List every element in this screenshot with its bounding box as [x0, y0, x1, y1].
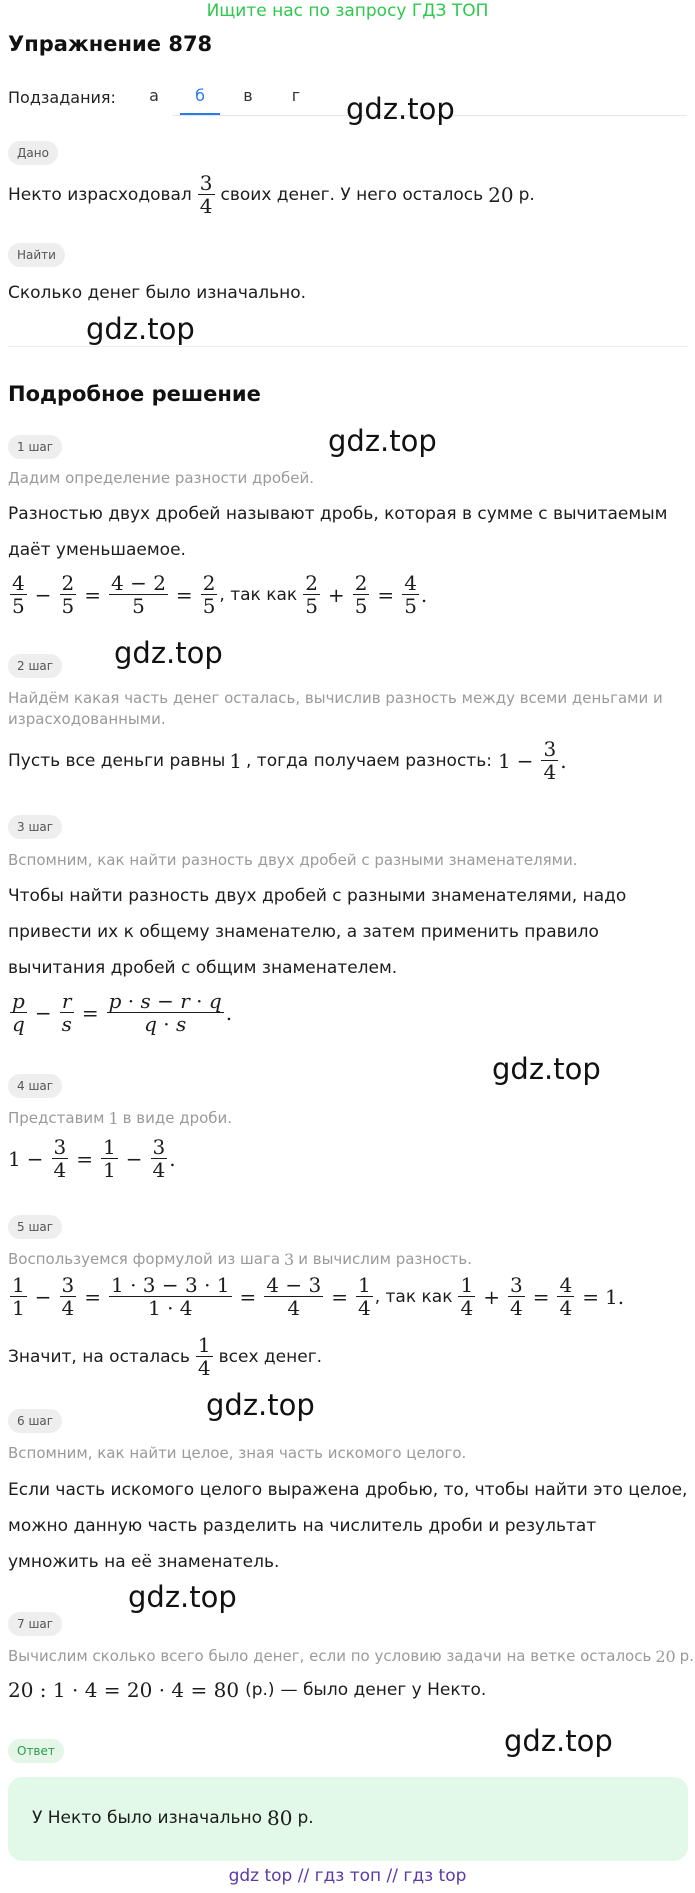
- step-1-formula-text: , так как: [219, 584, 298, 605]
- step-7-unit: (р.): [245, 1680, 275, 1700]
- answer-text-after: р.: [297, 1808, 314, 1828]
- given-chip: Дано: [8, 141, 58, 165]
- step-6-chip: 6 шаг: [8, 1409, 62, 1433]
- step-7-chip: 7 шаг: [8, 1612, 62, 1636]
- step-3-text: Чтобы найти разность двух дробей с разными знаменателями, надо привести их к общему знаменателю, а затем применить правило вычитания дробей с общим знаменателем.: [8, 886, 627, 978]
- subtasks-label: Подзадания:: [8, 88, 116, 107]
- step-1-text: Разностью двух дробей называют дробь, которая в сумме с вычитаемым даёт уменьшаемое.: [8, 504, 668, 560]
- answer-text: [32, 1806, 314, 1830]
- step-1-hint: Дадим определение разности дробей.: [8, 469, 315, 487]
- answer-chip: Ответ: [8, 1739, 64, 1763]
- given-text-mid: своих денег. У него осталось: [220, 184, 484, 205]
- step-5-hint-before: Воспользуемся формулой из шага: [8, 1250, 281, 1268]
- step-5-hint-after: и вычислим разность.: [298, 1250, 472, 1268]
- watermark-3: gdz.top: [328, 424, 437, 458]
- step-2-hint: Найдём какая часть денег осталась, вычислив разность между всеми деньгами и израсходованными.: [8, 689, 663, 728]
- given-fraction: [198, 172, 215, 217]
- given-text-before: Некто израсходовал: [8, 184, 192, 205]
- step-5-formula: $\frac{1}{1}$ − $\frac{3}{4}$ = $\frac{1 \cdot 3 - 3 \cdot 1}{1 \cdot 4}$ = $\frac{4 - 3}{4}$ = $\frac{1}{4}$ , так как $\frac{1}{4}$ + $\frac{3}{4}$ = $\frac{4}{4}$ = 1.: [12, 1273, 625, 1320]
- find-chip: Найти: [8, 243, 65, 267]
- tab-g[interactable]: г: [291, 86, 301, 105]
- watermark-6: gdz.top: [206, 1388, 315, 1422]
- watermark-1: gdz.top: [346, 92, 455, 126]
- given-fraction-num: 3: [199, 171, 213, 195]
- step-7-hint-before: Вычислим сколько всего было денег, если по условию задачи на ветке осталось: [8, 1647, 652, 1665]
- tab-a[interactable]: а: [149, 86, 159, 105]
- step-3-formula: $\frac{p}{q}$ − $\frac{r}{s}$ = $\frac{p \cdot s - r \cdot q}{q \cdot s}$ .: [12, 989, 233, 1036]
- step-5-hint-three: 3: [284, 1250, 295, 1269]
- step-7-hint-after: р.: [679, 1647, 694, 1665]
- step-2-text: Пусть все деньги равны 1 , тогда получаем разность: 1 − $\frac{3}{4}$ .: [8, 737, 567, 784]
- tab-v[interactable]: в: [243, 86, 253, 105]
- step-4-hint-one: 1: [108, 1109, 119, 1128]
- step-5-chip: 5 шаг: [8, 1215, 62, 1239]
- section-divider: [8, 346, 688, 347]
- step-6-hint: Вспомним, как найти целое, зная часть искомого целого.: [8, 1444, 467, 1462]
- step-2-one: 1: [229, 748, 242, 773]
- watermark-4: gdz.top: [114, 636, 223, 670]
- watermark-2: gdz.top: [86, 312, 195, 346]
- tab-b[interactable]: б: [195, 86, 205, 105]
- page-title: Упражнение 878: [8, 32, 213, 56]
- step-4-hint-after: в виде дроби.: [122, 1109, 233, 1127]
- answer-text-before: У Некто было изначально: [32, 1808, 263, 1828]
- watermark-8: gdz.top: [504, 1724, 613, 1758]
- step-5-conclusion-after: всех денег.: [218, 1346, 323, 1367]
- step-2-text-after: , тогда получаем разность:: [245, 750, 492, 771]
- step-5-formula-text: , так как: [374, 1286, 453, 1307]
- step-5-conclusion-before: Значит, на осталась: [8, 1346, 190, 1367]
- step-1-formula: $\frac{4}{5}$ − $\frac{2}{5}$ = $\frac{4 - 2}{5}$ = $\frac{2}{5}$ , так как $\frac{2}{5}$ + $\frac{2}{5}$ = $\frac{4}{5}$ .: [12, 571, 428, 618]
- step-7-hint: [8, 1646, 694, 1667]
- step-3-hint: Вспомним, как найти разность двух дробей с разными знаменателями.: [8, 851, 578, 869]
- step-4-hint: [8, 1108, 688, 1129]
- step-4-chip: 4 шаг: [8, 1074, 62, 1098]
- given-text: [8, 172, 688, 217]
- step-2-text-before: Пусть все деньги равны: [8, 750, 226, 771]
- footer-links[interactable]: gdz top // гдз топ // гдз top: [228, 1866, 467, 1886]
- answer-value: 80: [267, 1806, 293, 1830]
- active-tab-indicator: [180, 113, 220, 115]
- solution-title: Подробное решение: [8, 382, 261, 406]
- given-amount: 20: [488, 182, 514, 207]
- step-4-hint-before: Представим: [8, 1109, 105, 1127]
- step-5-conclusion: Значит, на осталась $\frac{1}{4}$ всех денег.: [8, 1333, 323, 1380]
- step-5-hint: [8, 1249, 688, 1270]
- step-1-chip: 1 шаг: [8, 435, 62, 459]
- given-fraction-den: 4: [199, 194, 213, 218]
- find-text: Сколько денег было изначально.: [8, 283, 307, 303]
- step-3-chip: 3 шаг: [8, 815, 62, 839]
- given-text-after: р.: [518, 184, 535, 205]
- watermark-5: gdz.top: [492, 1052, 601, 1086]
- watermark-7: gdz.top: [128, 1580, 237, 1614]
- step-6-text: Если часть искомого целого выражена дробью, то, чтобы найти это целое, можно данную часть разделить на числитель дроби и результат умножить на её знаменатель.: [8, 1480, 688, 1572]
- step-7-result-text: — было денег у Некто.: [280, 1680, 487, 1700]
- step-7-formula: 20 : 1 · 4 = 20 · 4 = 80 (р.) — было денег у Некто.: [8, 1678, 487, 1702]
- step-7-hint-amount: 20: [655, 1647, 676, 1666]
- step-2-chip: 2 шаг: [8, 654, 62, 678]
- step-4-formula: 1 − $\frac{3}{4}$ = $\frac{1}{1}$ − $\frac{3}{4}$ .: [8, 1135, 176, 1182]
- search-banner: Ищите нас по запросу ГДЗ ТОП: [206, 1, 489, 21]
